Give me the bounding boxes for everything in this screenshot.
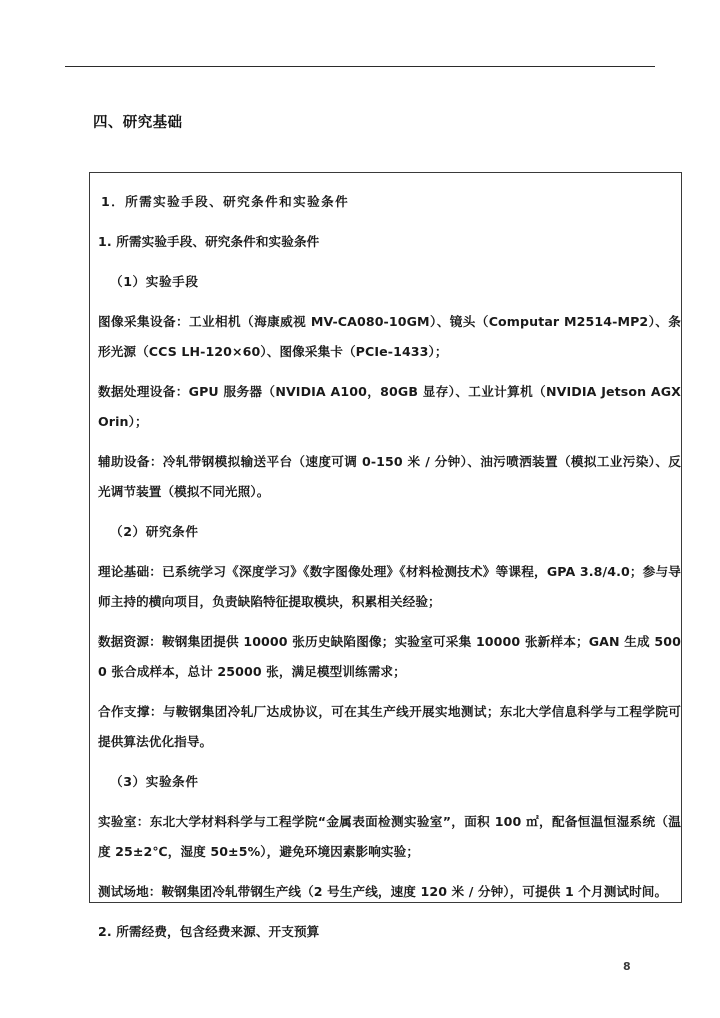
paragraph-b3: （1）实验手段 [110,274,199,289]
paragraph-b5: 数据处理设备：GPU 服务器（NVIDIA A100，80GB 显存）、工业计算机（NVIDIA Jetson AGX Orin）； [98,384,681,429]
header-rule-divider [65,66,655,67]
table-cell-content [90,173,681,939]
paragraph-b8: 理论基础：已系统学习《深度学习》《数字图像处理》《材料检测技术》等课程，GPA 3.8/4.0；参与导师主持的横向项目，负责缺陷特征提取模块，积累相关经验； [98,564,681,609]
paragraph-b9: 数据资源：鞍钢集团提供 10000 张历史缺陷图像；实验室可采集 10000 张新样本；GAN 生成 5000 张合成样本，总计 25000 张，满足模型训练需求； [98,634,681,679]
paragraph-b10: 合作支撑：与鞍钢集团冷轧厂达成协议，可在其生产线开展实地测试；东北大学信息科学与工程学院可提供算法优化指导。 [98,704,681,749]
paragraph-b12: 实验室：东北大学材料科学与工程学院“金属表面检测实验室”，面积 100 ㎡，配备恒温恒湿系统（温度 25±2℃，湿度 50±5%），避免环境因素影响实验； [98,814,681,859]
paragraph-b2: 1. 所需实验手段、研究条件和实验条件 [98,234,320,249]
paragraph-b1: 1．所需实验手段、研究条件和实验条件 [101,194,350,209]
page-title: 四、研究基础 [93,115,183,131]
paragraph-b14: 2. 所需经费，包含经费来源、开支预算 [98,924,320,939]
paragraph-b4: 图像采集设备：工业相机（海康威视 MV-CA080-10GM）、镜头（Computar M2514-MP2）、条形光源（CCS LH-120×60）、图像采集卡（PCIe-1433）； [98,314,681,359]
paragraph-b11: （3）实验条件 [110,774,199,789]
paragraph-b13: 测试场地：鞍钢集团冷轧带钢生产线（2 号生产线，速度 120 米 / 分钟），可提供 1 个月测试时间。 [98,884,668,899]
paragraph-b7: （2）研究条件 [110,524,199,539]
paragraph-b6: 辅助设备：冷轧带钢模拟输送平台（速度可调 0-150 米 / 分钟）、油污喷洒装置（模拟工业污染）、反光调节装置（模拟不同光照）。 [98,454,681,499]
page-number: 8 [623,960,631,973]
research-basis-table [89,172,682,939]
paragraph-container [98,187,681,947]
